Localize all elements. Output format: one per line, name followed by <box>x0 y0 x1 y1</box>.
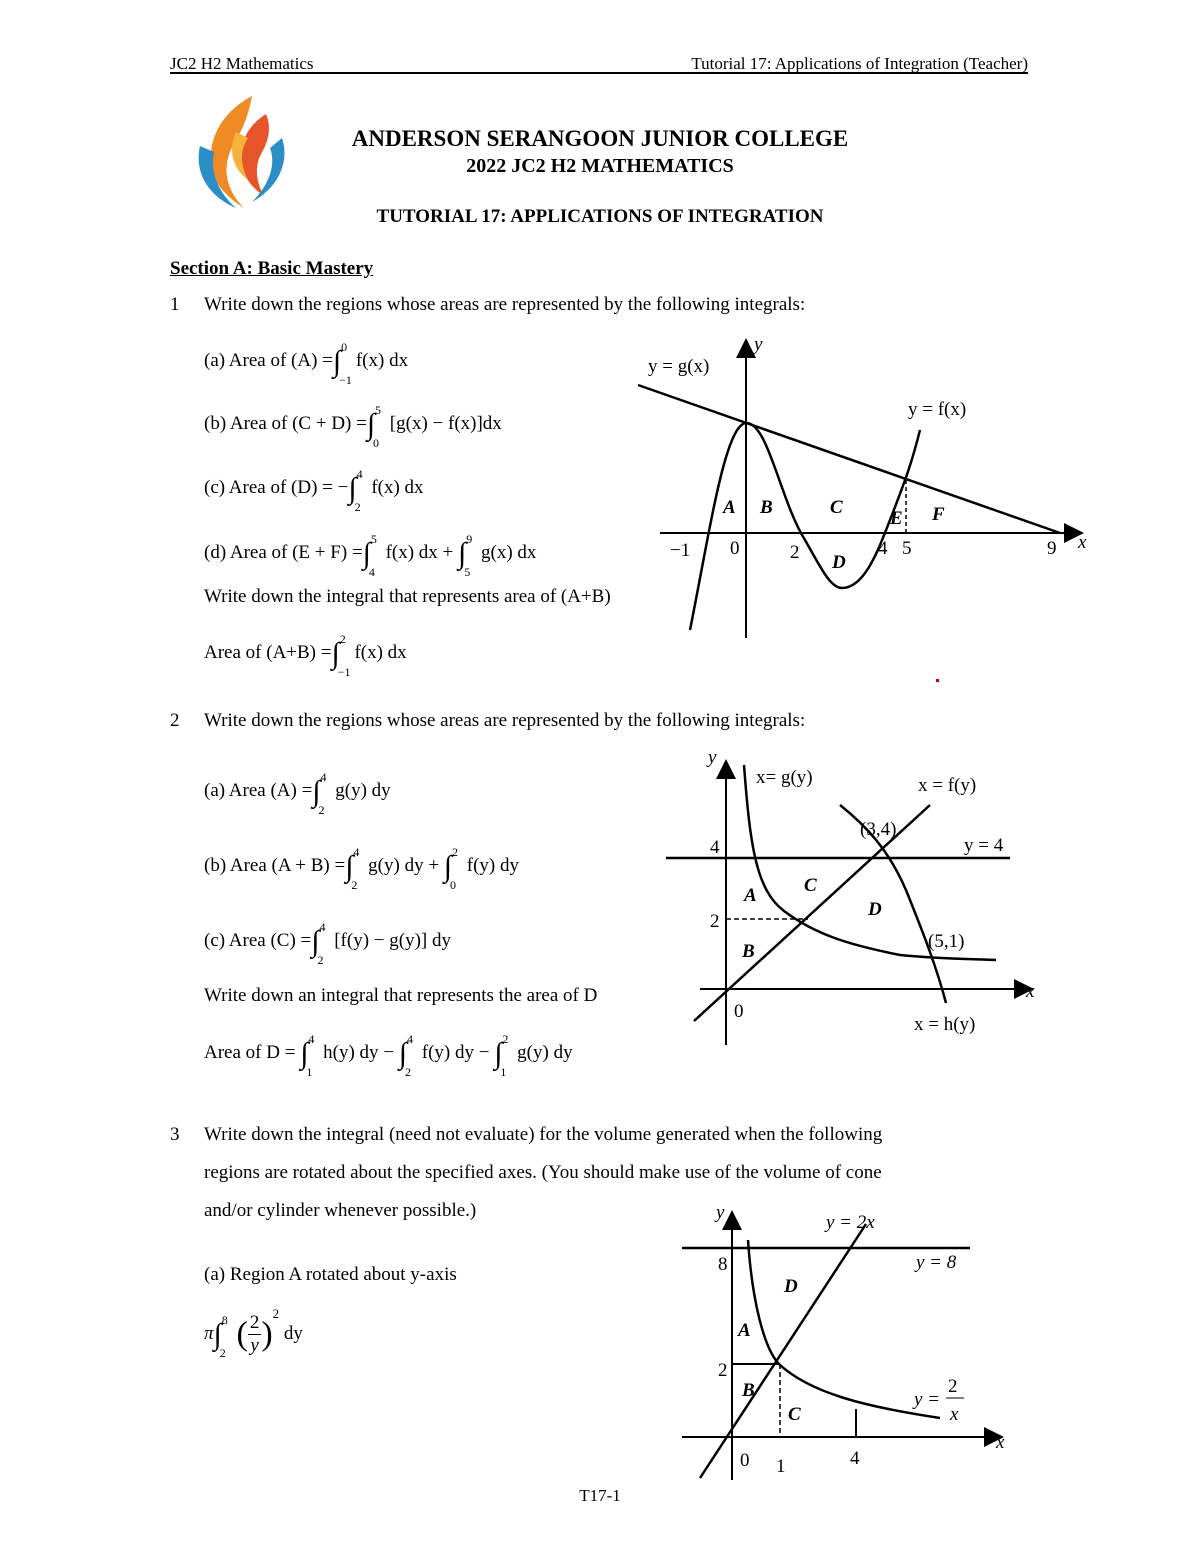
label-curve: y = <box>914 1389 941 1410</box>
tick-4: 4 <box>878 538 888 559</box>
label-h: x = h(y) <box>914 1014 976 1035</box>
tick-2: 2 <box>790 542 800 563</box>
q1-part-a: (a) Area of (A) =∫ 0 −1 f(x) dx <box>204 339 409 387</box>
q1-part-b: (b) Area of (C + D) =∫ 5 0 [g(x) − f(x)]dx <box>204 402 502 450</box>
label-y: y <box>716 1202 725 1223</box>
tutorial-title: TUTORIAL 17: APPLICATIONS OF INTEGRATION <box>376 206 824 227</box>
q1-part-d: (d) Area of (E + F) =∫ 5 4 f(x) dx + ∫ 9 5 g(x) dx <box>204 531 537 579</box>
label-pt-5-1: (5,1) <box>928 931 965 952</box>
label-y: y <box>754 334 763 355</box>
region-A: A <box>723 497 736 518</box>
region-B: B <box>742 1380 755 1401</box>
label-x: x <box>1078 532 1087 553</box>
q2-follow-up: Write down an integral that represents the area of D <box>204 985 598 1006</box>
region-D: D <box>832 552 846 573</box>
label-curve-den: x <box>950 1404 959 1425</box>
tick-0: 0 <box>734 1001 744 1022</box>
label-g: x= g(y) <box>756 767 813 788</box>
label-y: y <box>708 747 717 768</box>
q1-part-c: (c) Area of (D) = −∫ 4 2 f(x) dx <box>204 466 424 514</box>
tick-0: 0 <box>740 1450 750 1471</box>
header-left: JC2 H2 Mathematics <box>170 54 314 73</box>
label-f: x = f(y) <box>918 775 977 796</box>
section-heading: Section A: Basic Mastery <box>170 258 374 279</box>
label-x: x <box>996 1432 1005 1453</box>
course-title: 2022 JC2 H2 MATHEMATICS <box>466 155 734 177</box>
region-B: B <box>742 941 755 962</box>
curve-2-over-x <box>748 1240 940 1418</box>
q3-prompt-3: and/or cylinder whenever possible.) <box>204 1200 477 1221</box>
label-x: x <box>1026 981 1035 1002</box>
q2-graph <box>660 745 1060 1055</box>
q2-part-b: (b) Area (A + B) =∫ 4 2 g(y) dy + ∫ 2 0 f(y) dy <box>204 844 519 892</box>
q1-prompt: Write down the regions whose areas are represented by the following integrals: <box>204 294 806 315</box>
tick-0: 0 <box>730 538 740 559</box>
region-C: C <box>830 497 843 518</box>
region-D: D <box>868 899 882 920</box>
college-title: ANDERSON SERANGOON JUNIOR COLLEGE <box>351 126 849 151</box>
curve-f <box>690 423 920 630</box>
region-F: F <box>932 504 945 525</box>
q3-prompt-1: Write down the integral (need not evaluate) for the volume generated when the following <box>204 1124 883 1145</box>
q3-part-a: (a) Region A rotated about y-axis <box>204 1264 457 1285</box>
tick-1: 1 <box>776 1456 786 1477</box>
label-y8: y = 8 <box>916 1252 957 1273</box>
label-curve-num: 2 <box>948 1376 958 1397</box>
region-C: C <box>804 875 817 896</box>
line-g <box>638 385 1060 533</box>
college-logo <box>192 92 292 214</box>
region-C: C <box>788 1404 801 1425</box>
region-D: D <box>784 1276 798 1297</box>
region-E: E <box>890 508 903 529</box>
tick-8: 8 <box>718 1254 728 1275</box>
label-f: y = f(x) <box>908 399 967 420</box>
label-pt-3-4: (3,4) <box>860 819 897 840</box>
tick-4: 4 <box>710 837 720 858</box>
q2-answer: Area of D = ∫ 4 1 h(y) dy − ∫ 4 2 f(y) dy − ∫ 2 1 g(y) dy <box>204 1031 573 1079</box>
q2-prompt: Write down the regions whose areas are represented by the following integrals: <box>204 710 806 731</box>
q3-prompt-2: regions are rotated about the specified axes. (You should make use of the volume of cone <box>204 1162 882 1183</box>
q3-number: 3 <box>170 1124 180 1145</box>
q3-answer: π∫ 8 2 ( $\frac{2}{y}$ )$^2$ dy <box>204 1305 303 1360</box>
tick-2: 2 <box>710 911 720 932</box>
page-footer: T17-1 <box>579 1486 621 1505</box>
tick-9: 9 <box>1047 538 1057 559</box>
tick-5: 5 <box>902 538 912 559</box>
label-g: y = g(x) <box>648 356 710 377</box>
tick-4: 4 <box>850 1448 860 1469</box>
q1-follow-up: Write down the integral that represents area of (A+B) <box>204 586 611 607</box>
region-B: B <box>760 497 773 518</box>
label-y4: y = 4 <box>964 835 1004 856</box>
q2-part-c: (c) Area (C) =∫ 4 2 [f(y) − g(y)] dy <box>204 919 451 967</box>
q3-graph <box>670 1200 1030 1490</box>
q2-number: 2 <box>170 710 180 731</box>
region-A: A <box>744 885 757 906</box>
tick-2: 2 <box>718 1360 728 1381</box>
q1-number: 1 <box>170 294 180 315</box>
header-right: Tutorial 17: Applications of Integration (Teacher) <box>691 54 1028 73</box>
red-mark <box>936 679 939 682</box>
q1-graph <box>630 330 1100 650</box>
region-A: A <box>738 1320 751 1341</box>
tick-neg1: −1 <box>670 540 691 561</box>
q1-answer: Area of (A+B) =∫ 2 −1 f(x) dx <box>204 631 407 679</box>
q2-part-a: (a) Area (A) =∫ 4 2 g(y) dy <box>204 769 391 817</box>
header-rule <box>170 72 1028 74</box>
label-y2x: y = 2x <box>826 1212 875 1233</box>
